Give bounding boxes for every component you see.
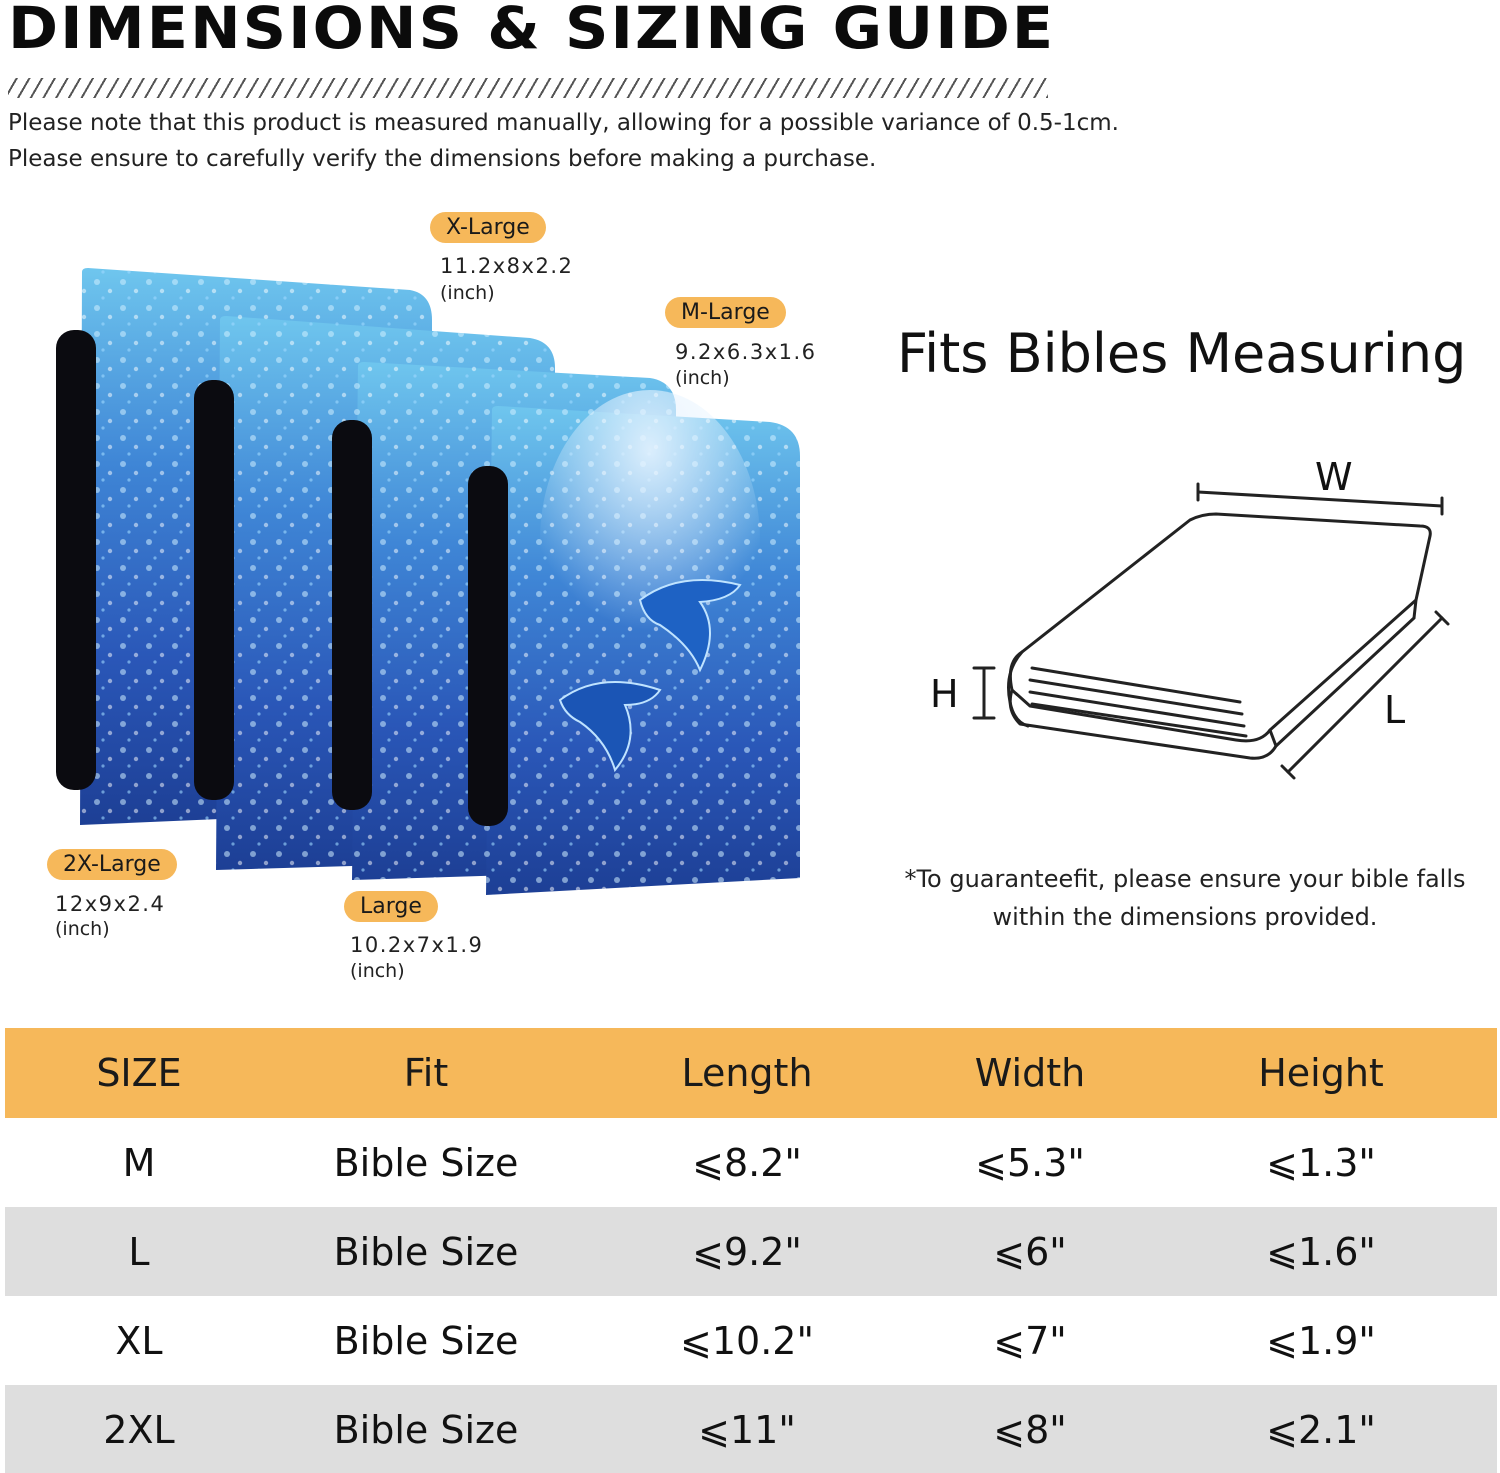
header-fit: Fit [403,1051,449,1095]
size-unit-m-large: (inch) [675,367,730,389]
height-label: H [930,672,959,716]
width-label: W [1315,455,1353,499]
size-table [5,1028,1497,1473]
cell-size: XL [115,1318,163,1363]
header-length: Length [681,1051,813,1095]
cell-fit: Bible Size [333,1229,519,1274]
guarantee-note-line-2: within the dimensions provided. [992,903,1378,931]
book-measure-diagram [920,440,1480,800]
cell-length: ⩽9.2" [692,1229,802,1274]
size-dims-m-large: 9.2x6.3x1.6 [675,340,817,364]
page-title: DIMENSIONS & SIZING GUIDE [8,0,1056,62]
cell-height: ⩽1.6" [1266,1229,1376,1274]
length-label: L [1384,688,1406,732]
table-header-row [5,1028,1497,1118]
guarantee-note [880,860,1490,936]
cell-width: ⩽5.3" [975,1140,1085,1185]
cell-width: ⩽7" [993,1318,1067,1363]
cell-size: L [128,1229,150,1274]
size-pill-x-large: X-Large [430,212,546,243]
measurement-note-line-1: Please note that this product is measured manually, allowing for a possible variance of 0.5-1cm. [8,110,1119,136]
cover-m-large [468,390,800,895]
measurement-note-line-2: Please ensure to carefully verify the dimensions before making a purchase. [8,146,877,172]
cell-fit: Bible Size [333,1140,519,1185]
header-height: Height [1258,1051,1384,1095]
size-pill-m-large: M-Large [665,297,786,328]
cell-height: ⩽1.9" [1266,1318,1376,1363]
cell-fit: Bible Size [333,1407,519,1452]
cell-length: ⩽10.2" [680,1318,814,1363]
cell-height: ⩽1.3" [1266,1140,1376,1185]
size-unit-2x-large: (inch) [55,918,110,940]
table-row [5,1385,1497,1473]
header-width: Width [974,1051,1086,1095]
hatch-divider [8,78,1048,98]
table-row [5,1296,1497,1385]
table-row [5,1207,1497,1296]
cell-fit: Bible Size [333,1318,519,1363]
guarantee-note-line-1: *To guaranteefit, please ensure your bible falls [904,865,1466,893]
cell-size: M [122,1140,156,1185]
cell-height: ⩽2.1" [1266,1407,1376,1452]
size-dims-large: 10.2x7x1.9 [350,933,484,957]
header-size: SIZE [96,1051,182,1095]
size-unit-x-large: (inch) [440,282,495,304]
size-unit-large: (inch) [350,960,405,982]
cell-width: ⩽6" [993,1229,1067,1274]
size-pill-2x-large: 2X-Large [47,849,177,880]
size-dims-2x-large: 12x9x2.4 [55,892,166,916]
fits-bibles-heading: Fits Bibles Measuring [897,322,1467,385]
cell-length: ⩽8.2" [692,1140,802,1185]
size-dims-x-large: 11.2x8x2.2 [440,254,574,278]
cell-size: 2XL [103,1407,175,1452]
table-row [5,1118,1497,1207]
cell-width: ⩽8" [993,1407,1067,1452]
size-pill-large: Large [344,891,438,922]
cell-length: ⩽11" [698,1407,796,1452]
